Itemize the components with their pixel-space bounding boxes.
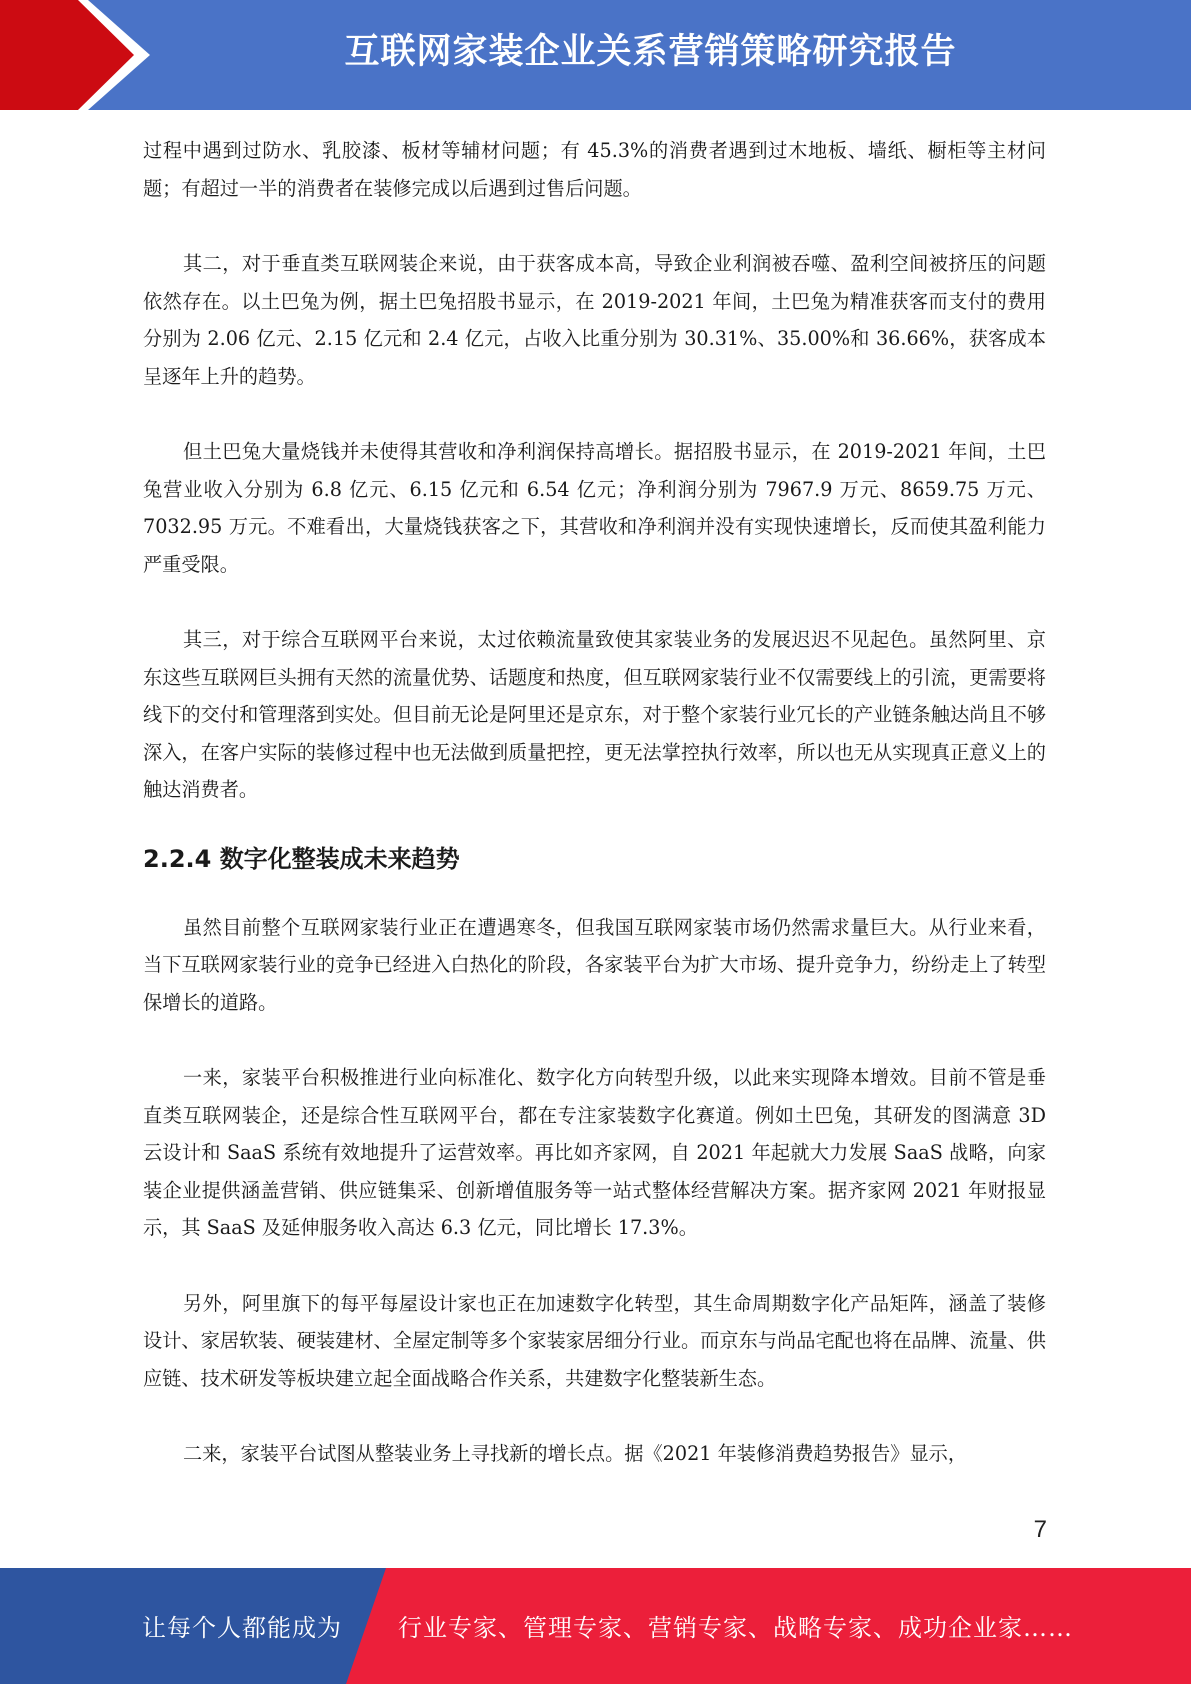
paragraph: 虽然目前整个互联网家装行业正在遭遇寒冬，但我国互联网家装市场仍然需求量巨大。从行业来看，当下互联网家装行业的竞争已经进入白热化的阶段，各家装平台为扩大市场、提升竞争力，纷纷走上了转型保增长的道路。 — [143, 915, 1046, 1014]
document-body — [143, 132, 1046, 1473]
paragraph: 另外，阿里旗下的每平每屋设计家也正在加速数字化转型，其生命周期数字化产品矩阵，涵盖了装修设计、家居软装、硬装建材、全屋定制等多个家装家居细分行业。而京东与尚品宅配也将在品牌、流量、供应链、技术研发等板块建立起全面战略合作关系，共建数字化整装新生态。 — [143, 1291, 1046, 1390]
paragraph: 过程中遇到过防水、乳胶漆、板材等辅材问题；有 45.3%的消费者遇到过木地板、墙纸、橱柜等主材问题；有超过一半的消费者在装修完成以后遇到过售后问题。 — [143, 139, 1046, 200]
page-number: 7 — [1033, 1516, 1047, 1543]
paragraph: 其三，对于综合互联网平台来说，太过依赖流量致使其家装业务的发展迟迟不见起色。虽然阿里、京东这些互联网巨头拥有天然的流量优势、话题度和热度，但互联网家装行业不仅需要线上的引流，更需要将线下的交付和管理落到实处。但目前无论是阿里还是京东，对于整个家装行业冗长的产业链条触达尚且不够深入，在客户实际的装修过程中也无法做到质量把控，更无法掌控执行效率，所以也无从实现真正意义上的触达消费者。 — [143, 628, 1046, 801]
footer-slogan-left: 让每个人都能成为 — [142, 1614, 342, 1642]
page-footer — [0, 1568, 1191, 1684]
paragraph: 二来，家装平台试图从整装业务上寻找新的增长点。据《2021 年装修消费趋势报告》显示， — [183, 1442, 968, 1465]
footer-slogan-right: 行业专家、管理专家、营销专家、战略专家、成功企业家…… — [398, 1614, 1073, 1642]
page-header — [0, 0, 1191, 110]
paragraph: 但土巴兔大量烧钱并未使得其营收和净利润保持高增长。据招股书显示，在 2019-2021 年间，土巴兔营业收入分别为 6.8 亿元、6.15 亿元和 6.54 亿元；净利润分别为 7967.9 万元、8659.75 万元、7032.95 万元。不难看出，大量烧钱获客之下，其营收和净利润并没有实现快速增长，反而使其盈利能力严重受限。 — [143, 440, 1046, 576]
paragraph: 一来，家装平台积极推进行业向标准化、数字化方向转型升级，以此来实现降本增效。目前不管是垂直类互联网装企，还是综合性互联网平台，都在专注家装数字化赛道。例如土巴兔，其研发的图满意 3D 云设计和 SaaS 系统有效地提升了运营效率。再比如齐家网，自 2021 年起就大力发展 SaaS 战略，向家装企业提供涵盖营销、供应链集采、创新增值服务等一站式整体经营解决方案。据齐家网 2021 年财报显示，其 SaaS 及延伸服务收入高达 6.3 亿元，同比增长 17.3%。 — [143, 1066, 1046, 1239]
report-title: 互联网家装企业关系营销策略研究报告 — [344, 32, 957, 72]
section-heading: 2.2.4 数字化整装成未来趋势 — [143, 844, 460, 873]
paragraph: 其二，对于垂直类互联网装企来说，由于获客成本高，导致企业利润被吞噬、盈利空间被挤压的问题依然存在。以土巴兔为例，据土巴兔招股书显示，在 2019-2021 年间，土巴兔为精准获客而支付的费用分别为 2.06 亿元、2.15 亿元和 2.4 亿元，占收入比重分别为 30.31%、35.00%和 36.66%，获客成本呈逐年上升的趋势。 — [143, 252, 1046, 388]
